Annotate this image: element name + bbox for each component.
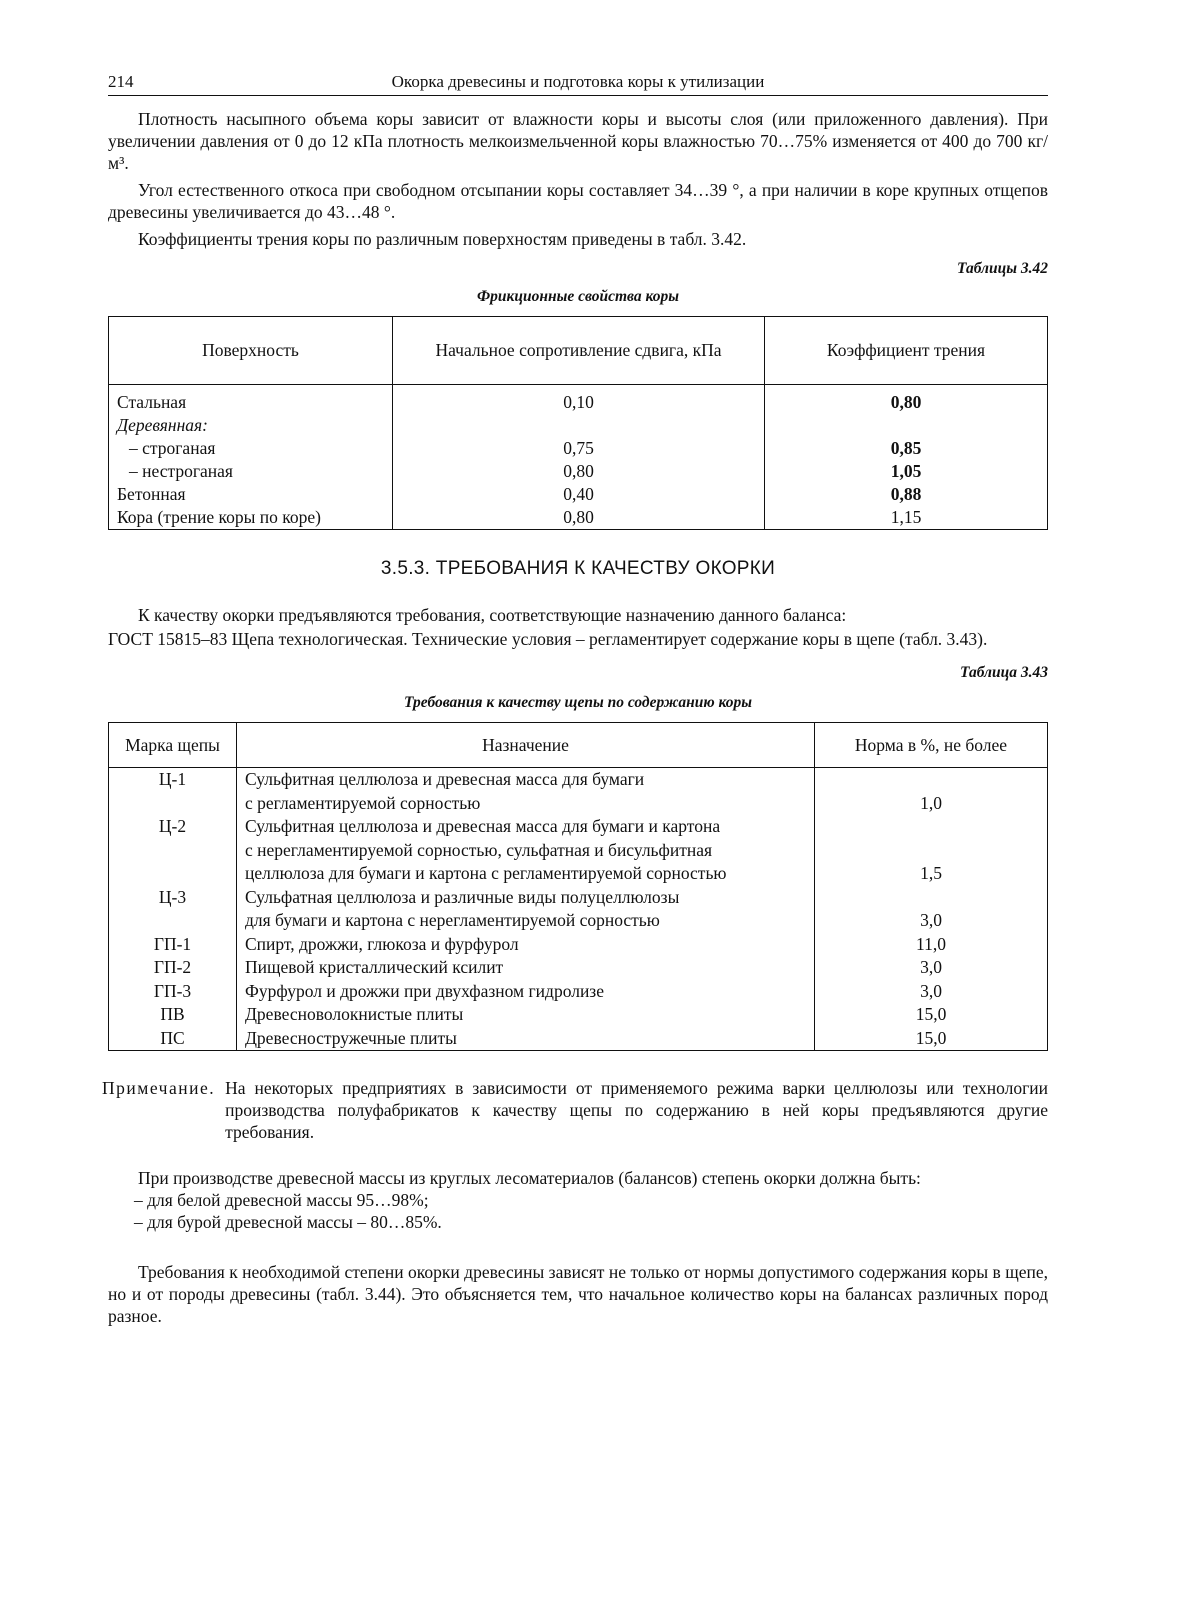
friction-cell: 1,15 [765, 506, 1048, 530]
column-header-norm: Норма в %, не более [815, 723, 1048, 768]
column-header-surface: Поверхность [109, 317, 393, 385]
friction-cell: 0,88 [765, 483, 1048, 506]
norm-cell [815, 886, 1048, 910]
table-header-row [109, 317, 1048, 385]
table-342-title: Фрикционные свойства коры [477, 288, 679, 305]
surface-cell: Деревянная: [109, 414, 393, 437]
page-header [108, 72, 1048, 96]
norm-cell [815, 815, 1048, 839]
debarking-intro: При производстве древесной массы из круглых лесоматериалов (балансов) степень окорки должна быть: [138, 1168, 921, 1188]
closing-paragraph: Требования к необходимой степени окорки древесины зависят не только от нормы допустимого содержания коры в щепе, но и от породы древесины (табл. 3.44). Это объясняется тем, что начальное количество коры на балансах различных пород разное. [108, 1262, 1048, 1326]
page-number: 214 [108, 72, 134, 91]
purpose-cell: с нерегламентируемой сорностью, сульфатная и бисульфитная [237, 839, 815, 863]
table-note [102, 1077, 1048, 1143]
section-paragraph-2: ГОСТ 15815–83 Щепа технологическая. Технические условия – регламентирует содержание коры в щепе (табл. 3.43). [108, 629, 988, 649]
norm-cell [815, 839, 1048, 863]
norm-cell: 15,0 [815, 1027, 1048, 1051]
column-header-friction: Коэффициент трения [765, 317, 1048, 385]
surface-cell: Кора (трение коры по коре) [109, 506, 393, 530]
table-row [109, 815, 1048, 839]
running-title: Окорка древесины и подготовка коры к утилизации [391, 72, 765, 91]
surface-cell: – нестроганая [109, 460, 393, 483]
grade-cell: ГП-3 [109, 980, 237, 1004]
resistance-cell: 0,40 [393, 483, 765, 506]
surface-cell: Стальная [109, 391, 393, 414]
grade-cell: ПС [109, 1027, 237, 1051]
friction-cell: 0,80 [765, 391, 1048, 414]
intro-paragraph-2: Угол естественного откоса при свободном отсыпании коры составляет 34…39 °, а при наличии в коре крупных отщепов древесины увеличивается до 43…48 °. [108, 180, 1048, 222]
purpose-cell: Древесноволокнистые плиты [237, 1003, 815, 1027]
grade-cell [109, 862, 237, 886]
note-label: Примечание. [102, 1078, 216, 1098]
table-row [109, 768, 1048, 792]
purpose-cell: Пищевой кристаллический ксилит [237, 956, 815, 980]
norm-cell: 1,0 [815, 792, 1048, 816]
table-row [109, 956, 1048, 980]
table-row [109, 933, 1048, 957]
column-header-resistance: Начальное сопротивление сдвига, кПа [393, 317, 765, 385]
purpose-cell: Фурфурол и дрожжи при двухфазном гидролизе [237, 980, 815, 1004]
column-header-purpose: Назначение [237, 723, 815, 768]
friction-cell: 1,05 [765, 460, 1048, 483]
purpose-cell: Сульфатная целлюлоза и различные виды полуцеллюлозы [237, 886, 815, 910]
table-header-row [109, 723, 1048, 768]
table-342-number: Таблицы 3.42 [957, 260, 1048, 277]
surface-cell: Бетонная [109, 483, 393, 506]
purpose-cell: Спирт, дрожжи, глюкоза и фурфурол [237, 933, 815, 957]
bark-content-table [108, 722, 1048, 1051]
table-row [109, 1003, 1048, 1027]
table-row [109, 909, 1048, 933]
grade-cell: ПВ [109, 1003, 237, 1027]
resistance-cell: 0,10 [393, 391, 765, 414]
debarking-item-white: – для белой древесной массы 95…98%; [134, 1190, 429, 1210]
table-row [109, 1027, 1048, 1051]
debarking-requirements [108, 1167, 1048, 1233]
purpose-cell: Сульфитная целлюлоза и древесная масса для бумаги и картона [237, 815, 815, 839]
section-heading: 3.5.3. ТРЕБОВАНИЯ К КАЧЕСТВУ ОКОРКИ [380, 558, 776, 579]
table-row [109, 437, 1048, 460]
norm-cell: 3,0 [815, 909, 1048, 933]
grade-cell [109, 909, 237, 933]
table-row [109, 391, 1048, 414]
table-row [109, 839, 1048, 863]
purpose-cell: с регламентируемой сорностью [237, 792, 815, 816]
resistance-cell: 0,75 [393, 437, 765, 460]
norm-cell [815, 768, 1048, 792]
norm-cell: 3,0 [815, 980, 1048, 1004]
purpose-cell: Древесностружечные плиты [237, 1027, 815, 1051]
purpose-cell: Сульфитная целлюлоза и древесная масса для бумаги [237, 768, 815, 792]
norm-cell: 11,0 [815, 933, 1048, 957]
friction-cell [765, 414, 1048, 437]
friction-cell: 0,85 [765, 437, 1048, 460]
resistance-cell: 0,80 [393, 460, 765, 483]
grade-cell: Ц-1 [109, 768, 237, 792]
table-row [109, 862, 1048, 886]
table-row [109, 980, 1048, 1004]
resistance-cell: 0,80 [393, 506, 765, 530]
note-text: На некоторых предприятиях в зависимости от применяемого режима варки целлюлозы или технологии производства полуфабрикатов к качеству щепы по содержанию в ней коры предъявляются другие требования. [225, 1078, 1048, 1142]
table-343-number: Таблица 3.43 [960, 664, 1048, 681]
table-343-title: Требования к качеству щепы по содержанию коры [403, 694, 753, 711]
grade-cell [109, 839, 237, 863]
norm-cell: 15,0 [815, 1003, 1048, 1027]
resistance-cell [393, 414, 765, 437]
table-row [109, 483, 1048, 506]
table-row [109, 414, 1048, 437]
grade-cell: ГП-1 [109, 933, 237, 957]
document-page [102, 72, 1048, 1327]
table-row [109, 506, 1048, 530]
grade-cell: Ц-3 [109, 886, 237, 910]
grade-cell: Ц-2 [109, 815, 237, 839]
norm-cell: 1,5 [815, 862, 1048, 886]
debarking-item-brown: – для бурой древесной массы – 80…85%. [134, 1212, 442, 1232]
table-row [109, 792, 1048, 816]
table-row [109, 460, 1048, 483]
grade-cell: ГП-2 [109, 956, 237, 980]
intro-paragraph-1: Плотность насыпного объема коры зависит от влажности коры и высоты слоя (или приложенного давления). При увеличении давления от 0 до 12 кПа плотность мелкоизмельченной коры влажностью 70…75% изменяется от 400 до 700 кг/м³. [108, 109, 1048, 173]
friction-table [108, 316, 1048, 530]
column-header-grade: Марка щепы [109, 723, 237, 768]
purpose-cell: для бумаги и картона с нерегламентируемой сорностью [237, 909, 815, 933]
section-paragraph-1: К качеству окорки предъявляются требования, соответствующие назначению данного баланса: [138, 605, 847, 625]
table-row [109, 886, 1048, 910]
intro-paragraph-3: Коэффициенты трения коры по различным поверхностям приведены в табл. 3.42. [138, 229, 747, 249]
norm-cell: 3,0 [815, 956, 1048, 980]
surface-cell: – строганая [109, 437, 393, 460]
purpose-cell: целлюлоза для бумаги и картона с регламентируемой сорностью [237, 862, 815, 886]
grade-cell [109, 792, 237, 816]
